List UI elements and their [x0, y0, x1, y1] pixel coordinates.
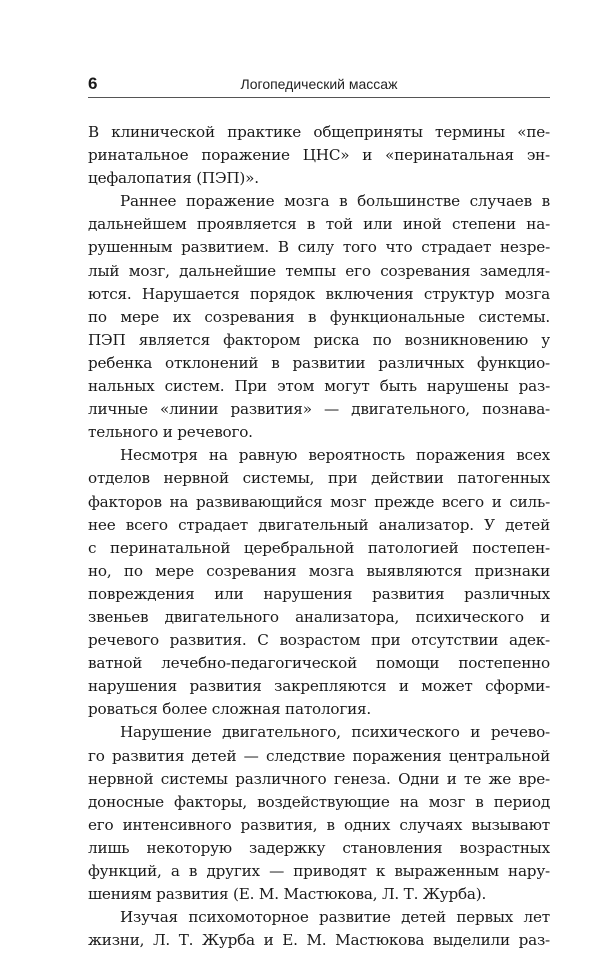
text-line: В клинической практике общеприняты термины «пе-: [88, 123, 550, 141]
running-title: Логопедический массаж: [240, 76, 398, 92]
header-rule: [88, 97, 550, 98]
text-line: повреждения или нарушения развития различных: [88, 584, 550, 603]
text-line: но, по мере созревания мозга выявляются признаки: [88, 561, 550, 580]
text-line: личные «линии развития» — двигательного, познава-: [88, 400, 550, 419]
text-line: нарушения развития закрепляются и может сформи-: [88, 677, 550, 696]
text-line: го развития детей — следствие поражения центральной: [88, 746, 550, 765]
text-line: Несмотря на равную вероятность поражения всех: [120, 446, 550, 465]
text-line: ребенка отклонений в развитии различных функцио-: [88, 353, 550, 372]
text-line: речевого развития. С возрастом при отсутствии адек-: [88, 631, 550, 650]
page-number: 6: [88, 74, 98, 93]
text-line: нальных систем. При этом могут быть нарушены раз-: [88, 377, 550, 396]
text-line: его интенсивного развития, в одних случаях вызывают: [88, 815, 550, 834]
text-line: функций, а в других — приводят к выраженным нару-: [88, 862, 550, 880]
text-line: дальнейшем проявляется в той или иной степени на-: [88, 215, 550, 234]
text-line: отделов нервной системы, при действии патогенных: [88, 469, 550, 488]
text-line: нее всего страдает двигательный анализатор. У детей: [88, 515, 550, 534]
text-line: роваться более сложная патология.: [88, 700, 372, 719]
text-line: тельного и речевого.: [88, 423, 253, 442]
body-text: [88, 121, 550, 952]
text-line: доносные факторы, воздействующие на мозг в период: [88, 792, 550, 811]
text-line: Изучая психомоторное развитие детей первых лет: [120, 908, 550, 927]
text-line: факторов на развивающийся мозг прежде всего и силь-: [88, 492, 550, 511]
text-line: звеньев двигательного анализатора, психического и: [88, 607, 550, 626]
text-line: шениям развития (Е. М. Мастюкова, Л. Т. Журба).: [88, 885, 487, 904]
text-line: Нарушение двигательного, психического и речево-: [120, 723, 550, 742]
text-line: жизни, Л. Т. Журба и Е. М. Мастюкова выделили раз-: [88, 931, 550, 950]
text-line: по мере их созревания в функциональные системы.: [88, 307, 550, 326]
text-line: рушенным развитием. В силу того что страдает незре-: [88, 238, 550, 257]
text-line: лишь некоторую задержку становления возрастных: [88, 838, 550, 857]
text-line: лый мозг, дальнейшие темпы его созревания замедля-: [88, 261, 550, 280]
page-header: [88, 74, 550, 96]
text-line: ются. Нарушается порядок включения структур мозга: [88, 284, 550, 303]
text-line: Раннее поражение мозга в большинстве случаев в: [120, 192, 550, 211]
text-line: ринатальное поражение ЦНС» и «перинатальная эн-: [88, 146, 550, 165]
text-line: с перинатальной церебральной патологией постепен-: [88, 538, 550, 557]
text-line: нервной системы различного генеза. Одни и те же вре-: [88, 769, 550, 788]
text-line: ватной лечебно-педагогической помощи постепенно: [88, 654, 550, 673]
text-line: цефалопатия (ПЭП)».: [88, 169, 259, 188]
text-line: ПЭП является фактором риска по возникновению у: [88, 330, 550, 349]
